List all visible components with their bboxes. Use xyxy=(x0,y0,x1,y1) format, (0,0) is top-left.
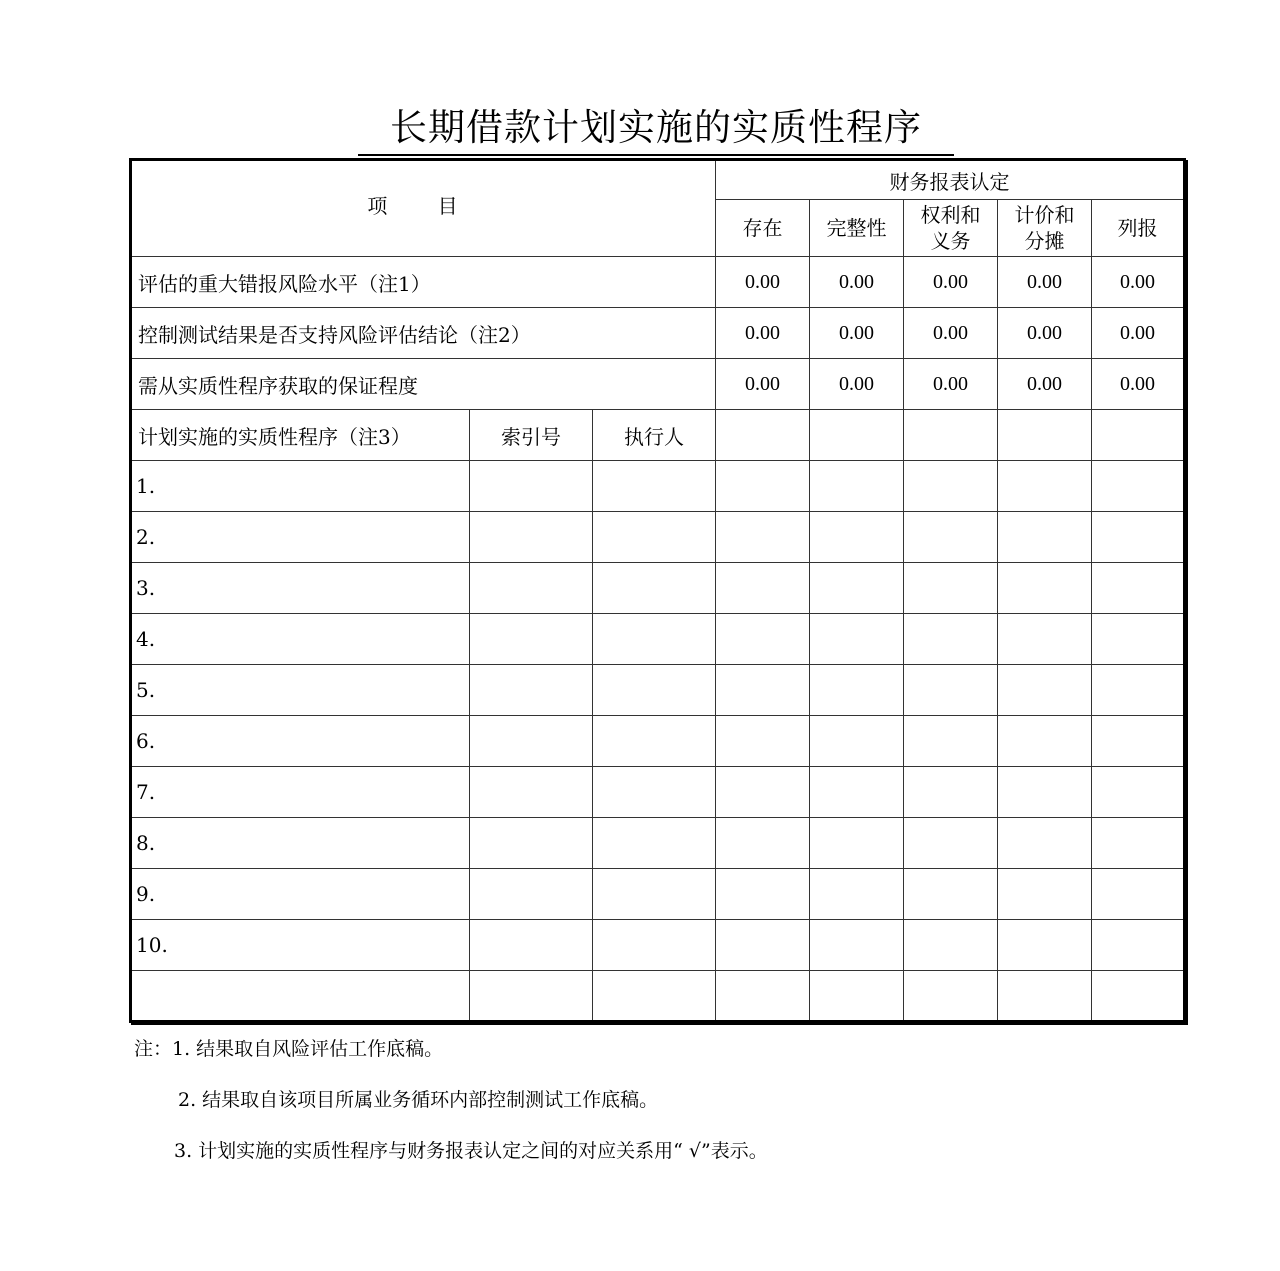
procedure-label[interactable]: 6. xyxy=(131,716,470,767)
cell-completeness[interactable] xyxy=(810,920,904,971)
procedure-label[interactable]: 10. xyxy=(131,920,470,971)
cell-rights-obligations[interactable] xyxy=(904,563,998,614)
cell-existence[interactable] xyxy=(716,614,810,665)
procedure-label[interactable]: 9. xyxy=(131,869,470,920)
cell-completeness[interactable] xyxy=(810,716,904,767)
cell-existence[interactable] xyxy=(716,563,810,614)
cell-valuation-allocation[interactable] xyxy=(998,512,1092,563)
cell-completeness[interactable] xyxy=(810,410,904,461)
executor-cell[interactable] xyxy=(593,512,716,563)
cell-completeness[interactable] xyxy=(810,818,904,869)
procedure-row xyxy=(131,716,1185,767)
cell-valuation-allocation[interactable] xyxy=(998,563,1092,614)
executor-cell[interactable] xyxy=(593,971,716,1022)
assertion-header-existence: 存在 xyxy=(716,200,810,257)
assertion-header-rights-obligations: 权利和 义务 xyxy=(904,200,998,257)
cell-rights-obligations[interactable]: 0.00 xyxy=(904,257,998,308)
procedure-row xyxy=(131,818,1185,869)
page-title: 长期借款计划实施的实质性程序 xyxy=(358,104,954,156)
cell-presentation[interactable] xyxy=(1092,461,1185,512)
cell-completeness[interactable] xyxy=(810,614,904,665)
cell-presentation[interactable]: 0.00 xyxy=(1092,308,1185,359)
note-2: 2. 结果取自该项目所属业务循环内部控制测试工作底稿。 xyxy=(178,1089,659,1111)
procedure-row xyxy=(131,665,1185,716)
row-label: 控制测试结果是否支持风险评估结论（注2） xyxy=(131,308,716,359)
index-no-cell[interactable] xyxy=(470,869,593,920)
index-no-cell[interactable] xyxy=(470,614,593,665)
procedure-label[interactable]: 8. xyxy=(131,818,470,869)
procedure-header-row xyxy=(131,410,1185,461)
cell-presentation[interactable] xyxy=(1092,767,1185,818)
procedure-label[interactable] xyxy=(131,971,470,1022)
cell-valuation-allocation[interactable]: 0.00 xyxy=(998,308,1092,359)
cell-rights-obligations[interactable] xyxy=(904,512,998,563)
cell-presentation[interactable] xyxy=(1092,716,1185,767)
executor-cell[interactable] xyxy=(593,614,716,665)
assertion-group-header: 财务报表认定 xyxy=(716,160,1185,200)
procedure-row xyxy=(131,614,1185,665)
cell-presentation[interactable] xyxy=(1092,512,1185,563)
cell-presentation[interactable] xyxy=(1092,971,1185,1022)
procedure-row xyxy=(131,563,1185,614)
index-no-cell[interactable] xyxy=(470,818,593,869)
index-no-cell[interactable] xyxy=(470,920,593,971)
cell-valuation-allocation[interactable]: 0.00 xyxy=(998,359,1092,410)
cell-completeness[interactable] xyxy=(810,461,904,512)
cell-rights-obligations[interactable] xyxy=(904,665,998,716)
cell-completeness[interactable]: 0.00 xyxy=(810,257,904,308)
cell-completeness[interactable] xyxy=(810,767,904,818)
cell-valuation-allocation[interactable] xyxy=(998,869,1092,920)
index-no-cell[interactable] xyxy=(470,767,593,818)
procedure-label[interactable]: 2. xyxy=(131,512,470,563)
cell-existence[interactable] xyxy=(716,767,810,818)
executor-cell[interactable] xyxy=(593,461,716,512)
row-label: 评估的重大错报风险水平（注1） xyxy=(131,257,716,308)
assertion-header-valuation-allocation: 计价和 分摊 xyxy=(998,200,1092,257)
cell-rights-obligations[interactable] xyxy=(904,410,998,461)
cell-presentation[interactable] xyxy=(1092,614,1185,665)
cell-valuation-allocation[interactable]: 0.00 xyxy=(998,257,1092,308)
cell-presentation[interactable] xyxy=(1092,665,1185,716)
cell-presentation[interactable]: 0.00 xyxy=(1092,257,1185,308)
cell-existence[interactable]: 0.00 xyxy=(716,359,810,410)
procedure-row xyxy=(131,920,1185,971)
executor-cell[interactable] xyxy=(593,665,716,716)
index-no-cell[interactable] xyxy=(470,461,593,512)
executor-cell[interactable] xyxy=(593,818,716,869)
substantive-procedures-table-container xyxy=(129,158,1183,1020)
procedure-row xyxy=(131,869,1185,920)
cell-existence[interactable] xyxy=(716,512,810,563)
cell-existence[interactable] xyxy=(716,869,810,920)
cell-presentation[interactable] xyxy=(1092,410,1185,461)
executor-cell[interactable] xyxy=(593,767,716,818)
cell-completeness[interactable]: 0.00 xyxy=(810,359,904,410)
index-no-cell[interactable] xyxy=(470,716,593,767)
cell-rights-obligations[interactable] xyxy=(904,614,998,665)
executor-cell[interactable] xyxy=(593,716,716,767)
cell-valuation-allocation[interactable] xyxy=(998,971,1092,1022)
index-no-cell[interactable] xyxy=(470,665,593,716)
procedure-label[interactable]: 1. xyxy=(131,461,470,512)
index-no-cell[interactable] xyxy=(470,971,593,1022)
cell-valuation-allocation[interactable] xyxy=(998,920,1092,971)
cell-rights-obligations[interactable] xyxy=(904,920,998,971)
cell-rights-obligations[interactable] xyxy=(904,971,998,1022)
cell-rights-obligations[interactable] xyxy=(904,461,998,512)
cell-presentation[interactable] xyxy=(1092,869,1185,920)
procedure-row-blank xyxy=(131,971,1185,1022)
assertion-header-completeness: 完整性 xyxy=(810,200,904,257)
cell-presentation[interactable] xyxy=(1092,920,1185,971)
cell-valuation-allocation[interactable] xyxy=(998,665,1092,716)
cell-completeness[interactable] xyxy=(810,563,904,614)
cell-valuation-allocation[interactable] xyxy=(998,461,1092,512)
executor-cell[interactable] xyxy=(593,869,716,920)
procedure-label[interactable]: 4. xyxy=(131,614,470,665)
cell-completeness[interactable] xyxy=(810,512,904,563)
row-label: 需从实质性程序获取的保证程度 xyxy=(131,359,716,410)
cell-existence[interactable] xyxy=(716,461,810,512)
substantive-procedures-table xyxy=(129,158,1186,1023)
cell-existence[interactable] xyxy=(716,971,810,1022)
cell-existence[interactable] xyxy=(716,410,810,461)
assessment-row-assurance-level xyxy=(131,359,1185,410)
procedure-row xyxy=(131,767,1185,818)
cell-existence[interactable] xyxy=(716,818,810,869)
cell-rights-obligations[interactable] xyxy=(904,716,998,767)
assessment-row-control-test xyxy=(131,308,1185,359)
cell-rights-obligations[interactable] xyxy=(904,869,998,920)
cell-completeness[interactable]: 0.00 xyxy=(810,308,904,359)
cell-valuation-allocation[interactable] xyxy=(998,614,1092,665)
index-no-cell[interactable] xyxy=(470,512,593,563)
item-header: 项 目 xyxy=(131,160,716,257)
cell-completeness[interactable] xyxy=(810,971,904,1022)
executor-cell[interactable] xyxy=(593,920,716,971)
assessment-row-risk-level xyxy=(131,257,1185,308)
cell-valuation-allocation[interactable] xyxy=(998,716,1092,767)
index-no-cell[interactable] xyxy=(470,563,593,614)
assertion-header-presentation: 列报 xyxy=(1092,200,1185,257)
cell-rights-obligations[interactable]: 0.00 xyxy=(904,359,998,410)
cell-presentation[interactable] xyxy=(1092,818,1185,869)
executor-header: 执行人 xyxy=(593,410,716,461)
executor-cell[interactable] xyxy=(593,563,716,614)
cell-completeness[interactable] xyxy=(810,665,904,716)
procedure-header: 计划实施的实质性程序（注3） xyxy=(131,410,470,461)
cell-valuation-allocation[interactable] xyxy=(998,818,1092,869)
procedure-row xyxy=(131,461,1185,512)
cell-existence[interactable] xyxy=(716,716,810,767)
note-3: 3. 计划实施的实质性程序与财务报表认定之间的对应关系用“ √”表示。 xyxy=(174,1140,768,1162)
cell-rights-obligations[interactable] xyxy=(904,767,998,818)
procedure-label[interactable]: 7. xyxy=(131,767,470,818)
index-no-header: 索引号 xyxy=(470,410,593,461)
cell-rights-obligations[interactable]: 0.00 xyxy=(904,308,998,359)
cell-rights-obligations[interactable] xyxy=(904,818,998,869)
procedure-row xyxy=(131,512,1185,563)
cell-completeness[interactable] xyxy=(810,869,904,920)
cell-presentation[interactable]: 0.00 xyxy=(1092,359,1185,410)
cell-valuation-allocation[interactable] xyxy=(998,767,1092,818)
cell-existence[interactable]: 0.00 xyxy=(716,308,810,359)
cell-existence[interactable] xyxy=(716,920,810,971)
note-1: 注：1. 结果取自风险评估工作底稿。 xyxy=(134,1038,444,1060)
cell-existence[interactable]: 0.00 xyxy=(716,257,810,308)
cell-existence[interactable] xyxy=(716,665,810,716)
procedure-label[interactable]: 3. xyxy=(131,563,470,614)
cell-valuation-allocation[interactable] xyxy=(998,410,1092,461)
cell-presentation[interactable] xyxy=(1092,563,1185,614)
procedure-label[interactable]: 5. xyxy=(131,665,470,716)
